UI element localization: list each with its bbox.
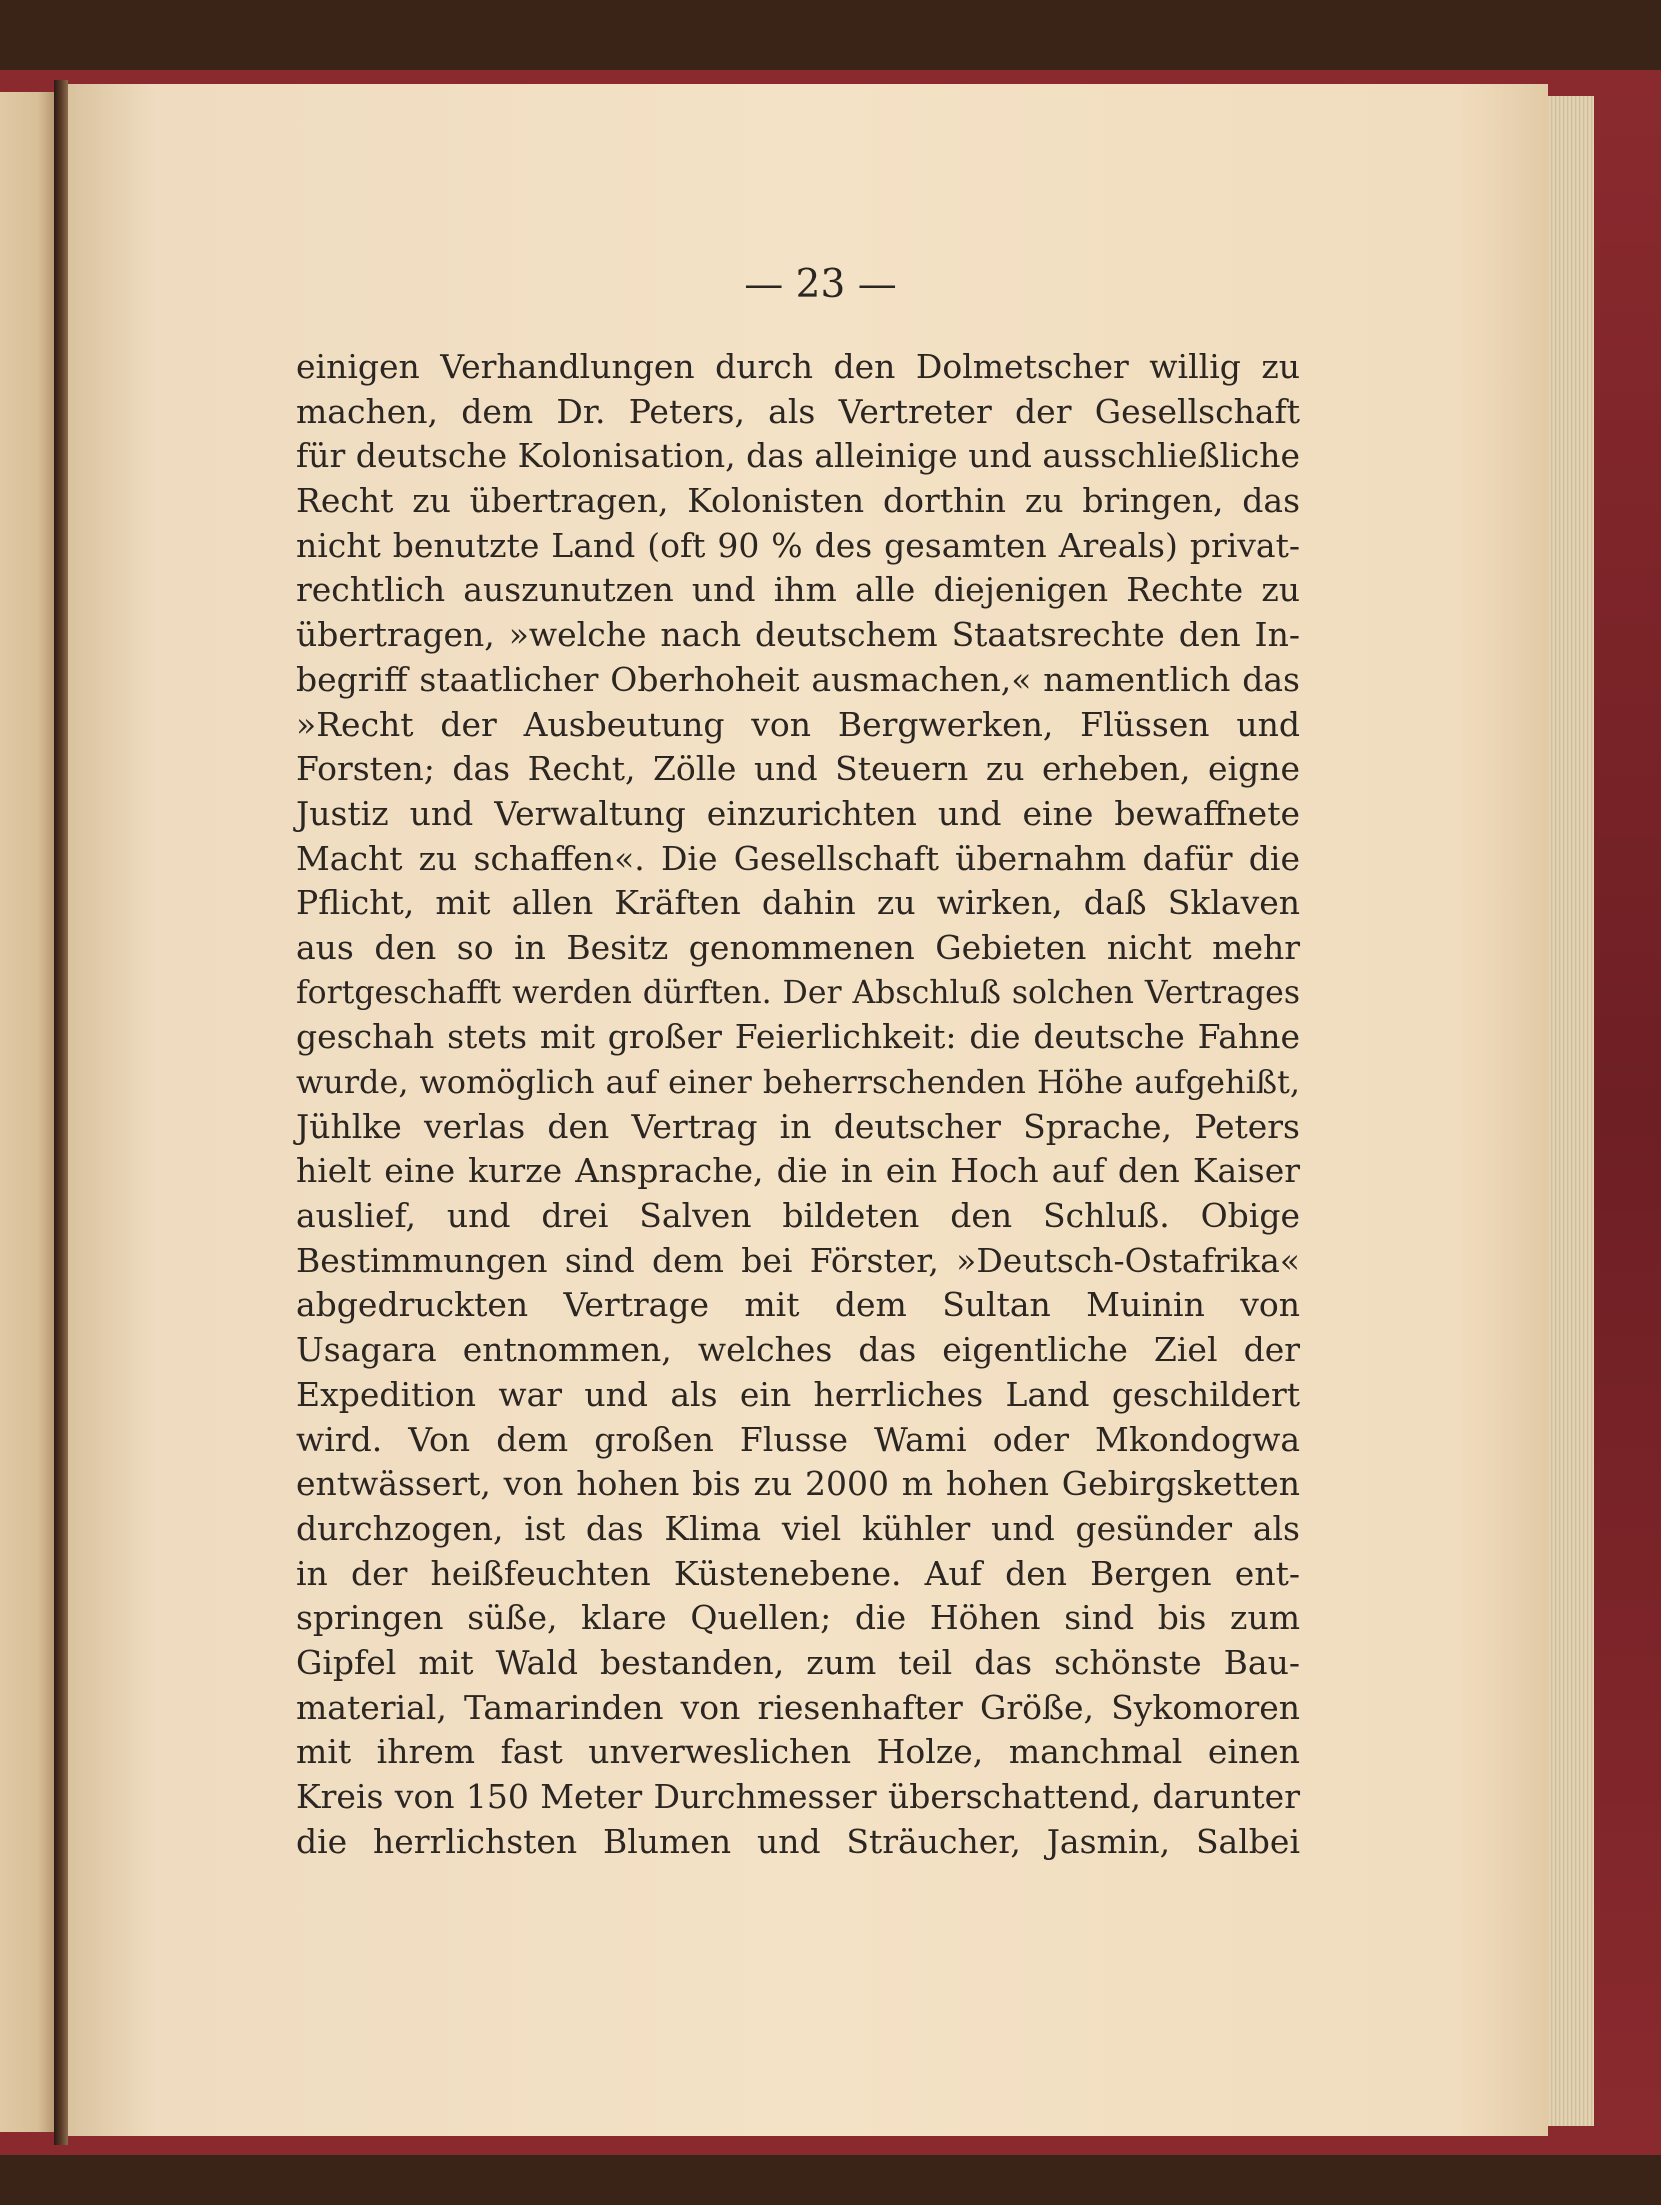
text-line: Kreis von 150 Meter Durchmesser überschattend, darunter	[296, 1777, 1300, 1816]
text-line: material, Tamarinden von riesenhafter Größe, Sykomoren	[296, 1687, 1300, 1727]
text-line: springen süße, klare Quellen; die Höhen sind bis zum	[296, 1598, 1300, 1638]
text-line: »Recht der Ausbeutung von Bergwerken, Flüssen und	[296, 704, 1300, 744]
text-line: geschah stets mit großer Feierlichkeit: die deutsche Fahne	[296, 1017, 1300, 1057]
text-line: für deutsche Kolonisation, das alleinige und ausschließliche	[296, 436, 1300, 476]
text-line: auslief, und drei Salven bildeten den Schluß. Obige	[296, 1196, 1300, 1236]
text-line: Usagara entnommen, welches das eigentliche Ziel der	[296, 1330, 1300, 1370]
text-line: hielt eine kurze Ansprache, die in ein Hoch auf den Kaiser	[296, 1151, 1300, 1191]
text-line: Recht zu übertragen, Kolonisten dorthin zu bringen, das	[296, 481, 1300, 521]
text-line: durchzogen, ist das Klima viel kühler und gesünder als	[296, 1508, 1300, 1548]
text-line: in der heißfeuchten Küstenebene. Auf den Bergen ent-	[296, 1553, 1300, 1593]
text-line: abgedruckten Vertrage mit dem Sultan Muinin von	[296, 1285, 1300, 1325]
text-line: Forsten; das Recht, Zölle und Steuern zu erheben, eigne	[296, 749, 1300, 789]
text-line: fortgeschafft werden dürften. Der Abschluß solchen Vertrages	[296, 974, 1300, 1011]
text-line: mit ihrem fast unverweslichen Holze, manchmal einen	[296, 1732, 1300, 1772]
text-line: Pflicht, mit allen Kräften dahin zu wirken, daß Sklaven	[296, 883, 1300, 923]
text-line: wird. Von dem großen Flusse Wami oder Mkondogwa	[296, 1419, 1300, 1459]
text-line: aus den so in Besitz genommenen Gebieten nicht mehr	[296, 927, 1300, 967]
text-line: begriff staatlicher Oberhoheit ausmachen,« namentlich das	[296, 659, 1300, 699]
text-line: einigen Verhandlungen durch den Dolmetscher willig zu	[296, 347, 1300, 386]
text-line: übertragen, »welche nach deutschem Staatsrechte den In-	[296, 615, 1300, 655]
text-line: nicht benutzte Land (oft 90 % des gesamten Areals) privat-	[296, 525, 1300, 565]
text-line: Justiz und Verwaltung einzurichten und eine bewaffnete	[296, 793, 1300, 833]
text-line: entwässert, von hohen bis zu 2000 m hohen Gebirgsketten	[296, 1464, 1300, 1504]
text-line: die herrlichsten Blumen und Sträucher, Jasmin, Salbei	[296, 1821, 1300, 1861]
book-gutter	[54, 80, 68, 2145]
text-line: Jühlke verlas den Vertrag in deutscher Sprache, Peters	[296, 1106, 1300, 1146]
page-number: — 23 —	[744, 262, 897, 307]
text-line: rechtlich auszunutzen und ihm alle diejenigen Rechte zu	[296, 570, 1300, 610]
body-text	[296, 345, 1300, 1864]
text-line: machen, dem Dr. Peters, als Vertreter der Gesellschaft	[296, 391, 1300, 431]
text-line: Gipfel mit Wald bestanden, zum teil das schönste Bau-	[296, 1642, 1300, 1682]
left-page-edge	[0, 92, 54, 2132]
text-line: Macht zu schaffen«. Die Gesellschaft übernahm dafür die	[296, 838, 1300, 878]
text-line: Expedition war und als ein herrliches Land geschildert	[296, 1374, 1300, 1414]
text-line: Bestimmungen sind dem bei Förster, »Deutsch-Ostafrika«	[296, 1240, 1300, 1280]
text-line: wurde, womöglich auf einer beherrschenden Höhe aufgehißt,	[296, 1063, 1300, 1101]
page-stack-edge	[1548, 96, 1594, 2126]
